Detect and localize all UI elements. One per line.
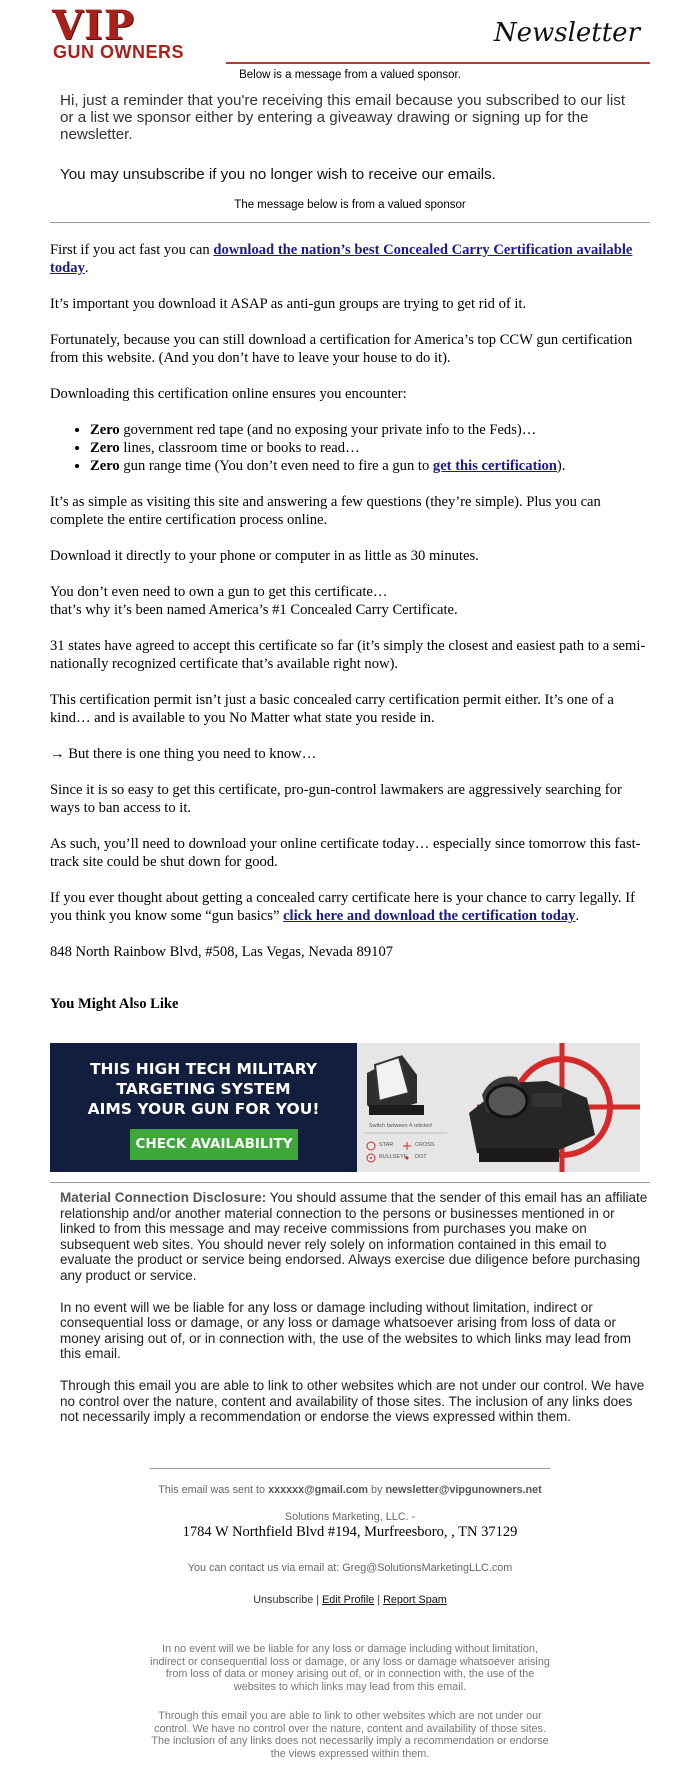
divider bbox=[50, 1182, 650, 1183]
text: that’s why it’s been named America’s #1 Concealed Carry Certificate. bbox=[50, 602, 458, 618]
footer-divider bbox=[150, 1468, 550, 1469]
unsubscribe-link[interactable]: Unsubscribe bbox=[253, 1594, 314, 1606]
logo-vip-text: VIP bbox=[52, 2, 135, 49]
footer-links-note: Through this email you are able to link to other websites which are not under our control. We have no control over the nature, content and availability of those sites. The inclusion of any links does not necessarily imply a recommendation or endorse the views expressed within them. bbox=[151, 1710, 549, 1760]
list-item bbox=[90, 439, 650, 457]
reticle-dot-label: DOT bbox=[415, 1154, 427, 1160]
banner-product-image bbox=[357, 1043, 640, 1172]
article-paragraph: 31 states have agreed to accept this certificate so far (it’s simply the closest and easiest path to a semi-nationally recognized certificate that’s available right now). bbox=[50, 638, 646, 672]
sponsor-address: 848 North Rainbow Blvd, #508, Las Vegas, Nevada 89107 bbox=[50, 944, 394, 960]
logo-gun-owners-text: GUN OWNERS bbox=[53, 42, 184, 62]
text: If you ever thought about getting a concealed carry certificate here is your chance to carry legally. If you think you know some “gun basics” bbox=[50, 890, 635, 924]
article-paragraph bbox=[50, 583, 650, 619]
article-paragraph: As such, you’ll need to download your online certificate today… especially since tomorrow this fast-track site could be shut down for good. bbox=[50, 836, 641, 870]
company-address: 1784 W Northfield Blvd #194, Murfreesboro, , TN 37129 bbox=[182, 1524, 518, 1540]
separator: | bbox=[313, 1594, 323, 1606]
bullet-text: ). bbox=[556, 458, 566, 474]
headline-line: AIMS YOUR GUN FOR YOU! bbox=[87, 1100, 320, 1118]
article-paragraph bbox=[50, 889, 650, 925]
newsletter-title: Newsletter bbox=[493, 18, 640, 48]
material-disclosure bbox=[60, 1190, 650, 1441]
report-spam-link[interactable]: Report Spam bbox=[383, 1594, 447, 1606]
bullet-text: gun range time (You don’t even need to fire a gun to bbox=[119, 458, 433, 474]
text: First if you act fast you can bbox=[50, 242, 214, 258]
download-certification-today-link[interactable]: click here and download the certification today bbox=[283, 908, 576, 924]
download-certification-link[interactable]: download the nation’s best Concealed Carry Certification available today bbox=[50, 242, 633, 276]
bullet-text: government red tape (and no exposing your private info to the Feds)… bbox=[119, 422, 537, 438]
text: by bbox=[368, 1484, 386, 1496]
text: You don’t even need to own a gun to get this certificate… bbox=[50, 584, 388, 600]
article-paragraph: Download it directly to your phone or computer in as little as 30 minutes. bbox=[50, 548, 479, 564]
related-heading: You Might Also Like bbox=[50, 996, 179, 1012]
sent-to-line bbox=[150, 1484, 550, 1496]
article-paragraph: It’s important you download it ASAP as anti-gun groups are trying to get rid of it. bbox=[50, 296, 527, 312]
article-paragraph: Fortunately, because you can still download a certification for America’s top CCW gun certification from this website. (And you don’t have to leave your house to do it). bbox=[50, 332, 633, 366]
vip-gun-owners-logo[interactable] bbox=[50, 2, 228, 64]
headline-line: THIS HIGH TECH MILITARY bbox=[89, 1060, 318, 1078]
sponsor-notice-mid: The message below is from a valued sponsor bbox=[234, 199, 466, 211]
banner-headline bbox=[50, 1059, 357, 1119]
article-paragraph: → But there is one thing you need to know… bbox=[50, 746, 317, 762]
disclosure-paragraph: Through this email you are able to link to other websites which are not under our control. We have no control over the nature, content and availability of those sites. The inclusion of any links does not necessarily imply a recommendation or endorse the views expressed within them. bbox=[60, 1377, 645, 1425]
bullet-text: lines, classroom time or books to read… bbox=[119, 440, 360, 456]
article-paragraph bbox=[50, 241, 650, 277]
disclosure-paragraph: In no event will we be liable for any loss or damage including without limitation, indirect or consequential loss or damage, or any loss or damage whatsoever arising from loss of data or money arising out of, or in connection with, the use of the websites to which links may lead from this email. bbox=[60, 1299, 632, 1362]
footer-liability: In no event will we be liable for any loss or damage including without limitation, indirect or consequential loss or damage, or any loss or damage whatsoever arising from loss of data or money arising out of, or in connection with, the use of the websites to which links may lead from this email. bbox=[150, 1643, 550, 1693]
newsletter-header bbox=[50, 2, 650, 64]
sponsor-notice-top: Below is a message from a valued sponsor. bbox=[239, 69, 461, 81]
red-dot-sight-icon bbox=[357, 1043, 640, 1172]
list-item bbox=[90, 421, 650, 439]
article-paragraph: Downloading this certification online ensures you encounter: bbox=[50, 386, 407, 402]
contact-line: You can contact us via email at: Greg@SolutionsMarketingLLC.com bbox=[187, 1562, 513, 1574]
company-name: Solutions Marketing, LLC. - bbox=[284, 1511, 416, 1523]
sponsor-article bbox=[50, 241, 650, 1013]
text: You should assume that the sender of this email has an affiliate relationship and/or another material connection to the persons or businesses mentioned in or linked to from this message and may receive commissions from purchases you make on subsequent web sites. You should never rely solely on information contained in this email to evaluate the product or service being endorsed. Always exercise due diligence before purchasing any product or service. bbox=[60, 1190, 648, 1283]
footer-links bbox=[150, 1594, 550, 1606]
text: . bbox=[575, 908, 580, 924]
text: This email was sent to bbox=[158, 1484, 269, 1496]
reticle-bullseye-label: BULLSEYE bbox=[379, 1154, 408, 1160]
headline-line: TARGETING SYSTEM bbox=[116, 1080, 291, 1098]
reticle-caption: Switch between 4 reticles! bbox=[369, 1123, 433, 1129]
subscription-reminder: Hi, just a reminder that you're receiving this email because you subscribed to our list or a list we sponsor either by entering a giveaway drawing or signing up for the newsletter. bbox=[60, 92, 626, 143]
reticle-star-label: STAR bbox=[379, 1142, 394, 1148]
article-paragraph: This certification permit isn’t just a basic concealed carry certification permit either. It’s one of a kind… and is available to you No Matter what state you reside in. bbox=[50, 692, 614, 726]
bullet-bold: Zero bbox=[90, 422, 120, 438]
bullet-bold: Zero bbox=[90, 458, 120, 474]
article-paragraph: It’s as simple as visiting this site and answering a few questions (they’re simple). Plus you can complete the entire certification process online. bbox=[50, 494, 601, 528]
recipient-email: xxxxxx@gmail.com bbox=[268, 1484, 369, 1496]
bullet-bold: Zero bbox=[90, 440, 120, 456]
text: . bbox=[84, 260, 89, 276]
list-item bbox=[90, 457, 650, 475]
header-divider bbox=[226, 62, 650, 64]
disclosure-paragraph bbox=[60, 1190, 650, 1284]
unsubscribe-notice: You may unsubscribe if you no longer wish to receive our emails. bbox=[60, 166, 496, 183]
separator: | bbox=[374, 1594, 384, 1606]
benefits-list bbox=[50, 421, 650, 475]
disclosure-label: Material Connection Disclosure: bbox=[60, 1190, 267, 1205]
check-availability-button[interactable]: CHECK AVAILABILITY bbox=[130, 1129, 298, 1160]
divider bbox=[50, 222, 650, 223]
targeting-system-banner[interactable] bbox=[50, 1043, 640, 1172]
reticle-cross-label: CROSS bbox=[415, 1142, 435, 1148]
banner-left-panel bbox=[50, 1043, 357, 1172]
article-paragraph: Since it is so easy to get this certificate, pro-gun-control lawmakers are aggressively searching for ways to ban access to it. bbox=[50, 782, 622, 816]
sender-email: newsletter@vipgunowners.net bbox=[385, 1484, 542, 1496]
edit-profile-link[interactable]: Edit Profile bbox=[322, 1594, 375, 1606]
get-certification-link[interactable]: get this certification bbox=[432, 458, 557, 474]
